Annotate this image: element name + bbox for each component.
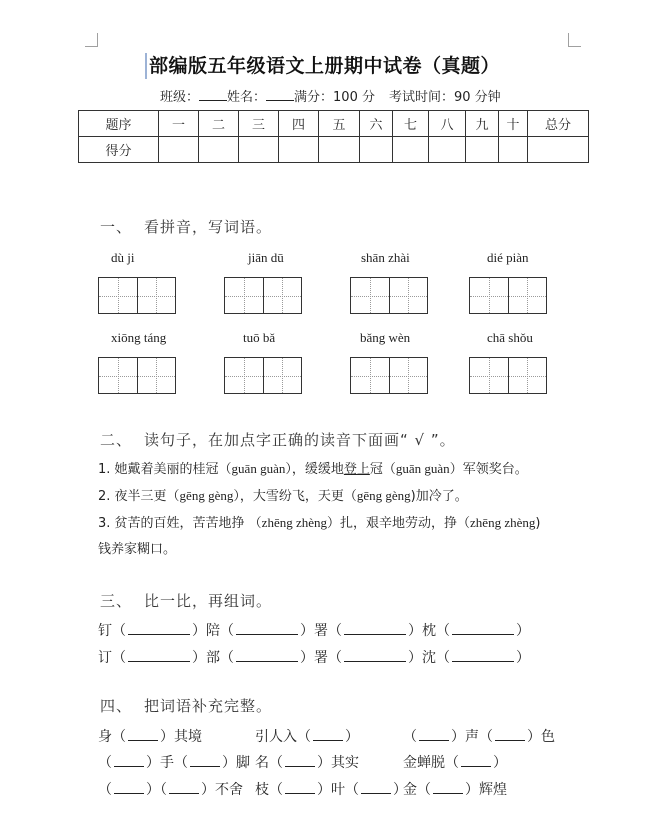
section-3-heading [100, 590, 272, 611]
compare-item: 陪（ ） [206, 623, 314, 639]
score-cell[interactable] [239, 137, 279, 163]
header-cell: 十 [499, 111, 528, 137]
idiom-row-1 [98, 726, 558, 746]
compare-item: 沈（ ） [422, 650, 530, 666]
name-label: 姓名： [227, 90, 267, 105]
header-cell: 七 [393, 111, 429, 137]
answer-blank[interactable] [433, 780, 463, 794]
idiom-item: 引人入（ ） [255, 729, 359, 745]
section-title: 把词语补充完整。 [144, 697, 273, 715]
section-title: 看拼音，写词语。 [144, 218, 273, 236]
answer-blank[interactable] [285, 780, 315, 794]
score-cell[interactable] [528, 137, 589, 163]
answer-blank[interactable] [495, 727, 525, 741]
compare-item: 枕（ ） [422, 623, 530, 639]
section-number: 一、 [100, 218, 133, 236]
answer-blank[interactable] [285, 753, 315, 767]
idiom-item: 枝（ ）叶（ ） [255, 782, 407, 798]
header-cell: 二 [199, 111, 239, 137]
score-cell[interactable] [319, 137, 360, 163]
writing-grid[interactable] [98, 277, 176, 314]
idiom-row-3 [98, 779, 558, 799]
answer-blank[interactable] [313, 727, 343, 741]
answer-blank[interactable] [419, 727, 449, 741]
full-score: 满分：100 分 [294, 90, 375, 105]
score-cell[interactable] [279, 137, 319, 163]
score-cell[interactable] [429, 137, 466, 163]
pinyin-options[interactable]: guān guàn [395, 461, 450, 476]
pinyin-options[interactable]: zhēng zhèng [470, 515, 536, 530]
header-cell: 一 [159, 111, 199, 137]
pinyin-options[interactable]: gēng gèng [356, 488, 411, 503]
header-cell: 三 [239, 111, 279, 137]
answer-blank[interactable] [128, 621, 190, 635]
answer-blank[interactable] [236, 648, 298, 662]
answer-blank[interactable] [128, 648, 190, 662]
section-title: 读句子，在加点字正确的读音下面画“ √ ”。 [144, 431, 456, 449]
pinyin-label: chā shǒu [487, 330, 533, 345]
exam-time: 考试时间：90 分钟 [388, 90, 501, 105]
sentence-2: 2. 夜半三更（gēng gèng），大雪纷飞，天更（gēng gèng)加冷了。 [98, 488, 468, 504]
writing-grid[interactable] [224, 277, 302, 314]
pinyin-options[interactable]: gēng gèng [179, 488, 234, 503]
section-2-heading [100, 429, 456, 450]
answer-blank[interactable] [114, 780, 144, 794]
pinyin-label: bǎng wèn [360, 330, 411, 345]
answer-blank[interactable] [461, 753, 491, 767]
pinyin-label: xiōng táng [111, 330, 167, 345]
idiom-item: 身（ ）其境 [98, 729, 202, 745]
pinyin-label: dù ji [111, 250, 135, 265]
compare-row-1 [98, 620, 530, 640]
page-corner-mark-top-left [85, 33, 98, 47]
pinyin-label: shān zhài [361, 250, 410, 265]
sentence-3-continuation: 钱养家糊口。 [98, 542, 177, 557]
document-title: 部编版五年级语文上册期中试卷（真题） [145, 53, 529, 79]
answer-blank[interactable] [344, 648, 406, 662]
score-cell[interactable] [159, 137, 199, 163]
pinyin-label: dié piàn [487, 250, 529, 265]
header-cell: 总分 [528, 111, 589, 137]
compare-item: 署（ ） [314, 650, 422, 666]
idiom-item: 金（ ）辉煌 [403, 782, 507, 798]
writing-grid[interactable] [350, 277, 428, 314]
name-blank[interactable] [266, 88, 294, 101]
idiom-item: （ ）声（ ）色 [403, 729, 555, 745]
header-cell: 四 [279, 111, 319, 137]
score-cell[interactable] [199, 137, 239, 163]
section-number: 二、 [100, 431, 133, 449]
writing-grid[interactable] [98, 357, 176, 394]
underlined-text: 登上 [343, 462, 370, 477]
writing-grid[interactable] [350, 357, 428, 394]
score-cell[interactable] [499, 137, 528, 163]
score-cell[interactable] [360, 137, 393, 163]
compare-row-2 [98, 647, 530, 667]
header-cell: 六 [360, 111, 393, 137]
pinyin-label: tuō bǎ [243, 330, 276, 345]
class-label: 班级： [160, 90, 200, 105]
exam-info-line [160, 88, 501, 107]
compare-item: 订（ ） [98, 650, 206, 666]
answer-blank[interactable] [190, 753, 220, 767]
idiom-item: （ ）（ ）不舍 [98, 782, 243, 798]
answer-blank[interactable] [361, 780, 391, 794]
idiom-row-2 [98, 752, 558, 772]
answer-blank[interactable] [452, 648, 514, 662]
writing-grid[interactable] [469, 357, 547, 394]
answer-blank[interactable] [452, 621, 514, 635]
pinyin-label: jiān dū [248, 250, 284, 265]
header-cell: 题序 [79, 111, 159, 137]
score-table-header-row [79, 111, 589, 137]
section-number: 三、 [100, 592, 133, 610]
row-label: 得分 [79, 137, 159, 163]
score-cell[interactable] [466, 137, 499, 163]
answer-blank[interactable] [236, 621, 298, 635]
section-1-heading [100, 216, 272, 237]
compare-item: 部（ ） [206, 650, 314, 666]
page-corner-mark-top-right [568, 33, 581, 47]
header-cell: 五 [319, 111, 360, 137]
compare-item: 署（ ） [314, 623, 422, 639]
answer-blank[interactable] [169, 780, 199, 794]
idiom-item: 金蝉脱（ ） [403, 755, 507, 771]
sentence-1: 1. 她戴着美丽的桂冠（guān guàn），缓缓地登上冠（guān guàn）军领奖台。 [98, 461, 528, 477]
writing-grid[interactable] [469, 277, 547, 314]
sentence-3: 3. 贫苦的百姓，苦苦地挣 （zhēng zhèng）扎，艰辛地劳动，挣（zhēng zhèng) [98, 515, 541, 531]
header-cell: 九 [466, 111, 499, 137]
idiom-item: （ ）手（ ）脚 [98, 755, 250, 771]
compare-item: 钉（ ） [98, 623, 206, 639]
score-table-score-row [79, 137, 589, 163]
writing-grid[interactable] [224, 357, 302, 394]
section-title: 比一比，再组词。 [144, 592, 273, 610]
section-number: 四、 [100, 697, 133, 715]
pinyin-options[interactable]: zhēng zhèng [261, 515, 328, 530]
answer-blank[interactable] [128, 727, 158, 741]
answer-blank[interactable] [114, 753, 144, 767]
answer-blank[interactable] [344, 621, 406, 635]
idiom-item: 名（ ）其实 [255, 755, 359, 771]
score-cell[interactable] [393, 137, 429, 163]
score-table [78, 110, 589, 163]
pinyin-options[interactable]: guān guàn [231, 461, 286, 476]
header-cell: 八 [429, 111, 466, 137]
class-blank[interactable] [199, 88, 227, 101]
section-4-heading [100, 695, 272, 716]
